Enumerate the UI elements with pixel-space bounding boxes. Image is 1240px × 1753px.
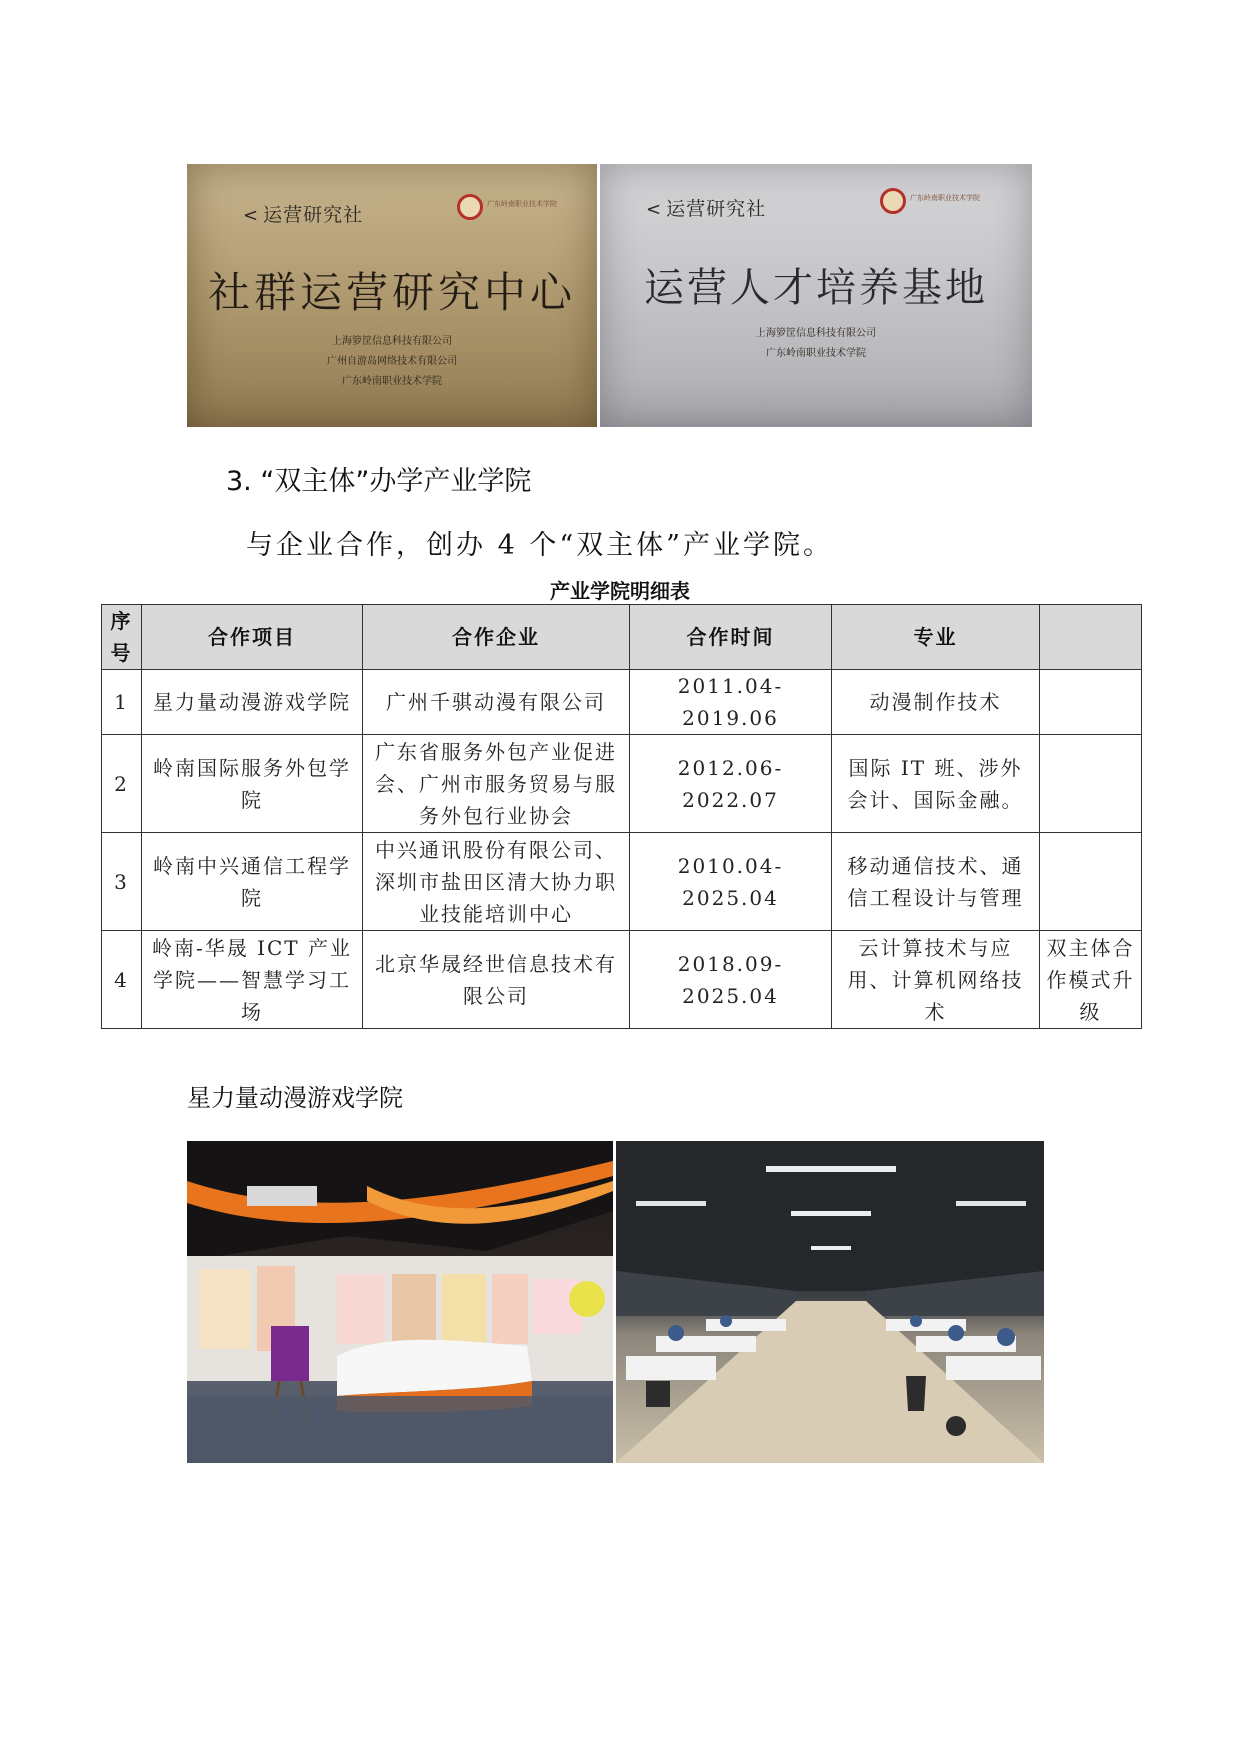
header-index: 序号 [102, 605, 142, 670]
cell-period: 2012.06-2022.07 [630, 735, 832, 833]
plaque-brand: < 运营研究社 [646, 198, 767, 220]
lobby-photo [187, 1141, 613, 1463]
section-heading: 3. “双主体”办学产业学院 [226, 466, 532, 497]
table-row [102, 670, 1142, 735]
plaque-seal-text: 广东岭南职业技术学院 [910, 194, 980, 202]
cell-major: 动漫制作技术 [832, 670, 1040, 735]
header-project: 合作项目 [142, 605, 363, 670]
header-remarks [1040, 605, 1142, 670]
school-seal-icon [457, 194, 483, 220]
table-caption: 产业学院明细表 [550, 579, 690, 603]
cell-enterprise: 广东省服务外包产业促进会、广州市服务贸易与服务外包行业协会 [363, 735, 630, 833]
cell-index: 4 [102, 931, 142, 1029]
cell-index: 1 [102, 670, 142, 735]
table-row [102, 931, 1142, 1029]
cell-remarks [1040, 833, 1142, 931]
header-period: 合作时间 [630, 605, 832, 670]
school-seal-icon [880, 188, 906, 214]
cell-major: 云计算技术与应用、计算机网络技术 [832, 931, 1040, 1029]
cell-period: 2011.04-2019.06 [630, 670, 832, 735]
plaque-org-line: 广东岭南职业技术学院 [766, 348, 866, 359]
cell-project: 岭南国际服务外包学院 [142, 735, 363, 833]
cell-remarks [1040, 670, 1142, 735]
cell-index: 3 [102, 833, 142, 931]
cell-remarks [1040, 735, 1142, 833]
cell-period: 2018.09-2025.04 [630, 931, 832, 1029]
plaque-brand: < 运营研究社 [243, 204, 364, 226]
plaque-org-line: 上海箩筐信息科技有限公司 [332, 336, 452, 347]
cell-major: 国际 IT 班、涉外会计、国际金融。 [832, 735, 1040, 833]
office-illustration [616, 1141, 1044, 1463]
cell-index: 2 [102, 735, 142, 833]
header-major: 专业 [832, 605, 1040, 670]
plaque-photo-community [187, 164, 597, 427]
cell-enterprise: 北京华晟经世信息技术有限公司 [363, 931, 630, 1029]
plaque-org-line: 广州自游岛网络技术有限公司 [327, 356, 457, 367]
share-icon: < [243, 205, 260, 226]
industry-college-table [101, 604, 1142, 1029]
cell-major: 移动通信技术、通信工程设计与管理 [832, 833, 1040, 931]
plaque-org-line: 上海箩筐信息科技有限公司 [756, 328, 876, 339]
cell-enterprise: 中兴通讯股份有限公司、深圳市盐田区清大协力职业技能培训中心 [363, 833, 630, 931]
table-header-row [102, 605, 1142, 670]
cell-enterprise: 广州千骐动漫有限公司 [363, 670, 630, 735]
table-row [102, 833, 1142, 931]
plaque-photo-talent-base [600, 164, 1032, 427]
office-photo [616, 1141, 1044, 1463]
lobby-illustration [187, 1141, 613, 1463]
plaque-title: 运营人才培养基地 [644, 265, 988, 311]
cell-project: 岭南-华晟 ICT 产业学院——智慧学习工场 [142, 931, 363, 1029]
plaque-org-line: 广东岭南职业技术学院 [342, 376, 442, 387]
share-icon: < [646, 199, 663, 220]
cell-project: 岭南中兴通信工程学院 [142, 833, 363, 931]
cell-period: 2010.04-2025.04 [630, 833, 832, 931]
photo-section-title: 星力量动漫游戏学院 [187, 1084, 403, 1112]
plaque-seal-text: 广东岭南职业技术学院 [487, 200, 557, 208]
table-row [102, 735, 1142, 833]
intro-paragraph: 与企业合作，创办 4 个“双主体”产业学院。 [246, 530, 833, 561]
plaque-title: 社群运营研究中心 [207, 268, 576, 317]
header-enterprise: 合作企业 [363, 605, 630, 670]
cell-project: 星力量动漫游戏学院 [142, 670, 363, 735]
cell-remarks: 双主体合作模式升级 [1040, 931, 1142, 1029]
